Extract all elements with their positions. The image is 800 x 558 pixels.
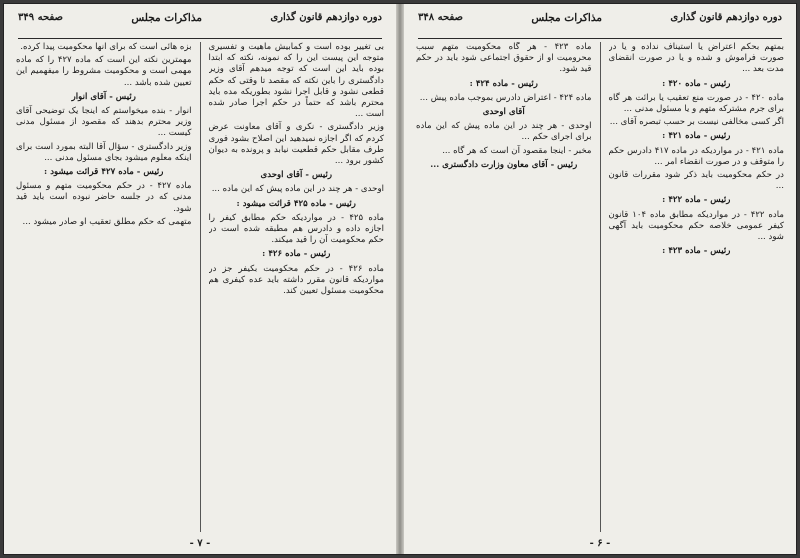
paragraph: رئیس - ماده ۴۲۶ : [262,249,331,260]
left-page-session: دوره دوازدهم قانون گذاری [270,12,382,23]
header-rule [418,38,782,39]
paragraph: ماده ۴۲۷ - در حکم محکومیت متهم و مسئول مدنی که در جلسه حاضر نبوده است باید قید شود. [16,181,192,214]
paragraph: مخبر - اینجا مقصود آن است که هر گاه ... [442,145,592,156]
right-page-session: دوره دوازدهم قانون گذاری [670,12,782,23]
header-rule [18,38,382,39]
paragraph: اگر کسی مخالفی نیست بر حسب تبصره آقای ... [609,117,784,128]
paragraph: رئیس - آقای اوحدی [260,170,333,181]
paragraph: رئیس - ماده ۴۲۴ : [469,78,538,89]
paragraph: در حکم محکومیت باید ذکر شود مقررات قانون ... [608,170,784,192]
right-page [404,4,796,554]
paragraph: ماده ۴۲۴ - اعتراض دادرس بموجب ماده پیش ... [419,92,592,103]
paragraph: ماده ۴۲۱ - در مواردیکه در ماده ۴۱۷ دادرس حکم را متوقف و در صورت انقضاء امر ... [608,145,784,167]
paragraph: ماده ۴۲۲ - در مواردیکه مطابق ماده ۱۰۴ قانون کیفر عمومی خلاصه حکم محکومیت باید آگهی شود ... [608,209,784,243]
left-page [4,4,396,554]
paragraph: آقای اوحدی [482,107,525,118]
book-spread [4,4,796,554]
paragraph: ماده ۴۲۶ - در حکم محکومیت بکیفر جز در مواردیکه قانون مقرر داشته باید عده کیفری هم محکومیت مسئول تعیین کند. [208,263,384,297]
paragraph: متهمی که حکم مطلق تعقیب او صادر میشود ... [22,216,192,227]
column-divider [600,42,601,532]
paragraph: انوار - بنده میخواستم که اینجا یک توضیحی آقای وزیر محترم بدهند که مقصود از مسئول مدنی کیست ... [16,106,192,139]
paragraph: مهمترین نکته این است که ماده ۴۲۷ را که ماده مهمی است و محکومیت مشروط را میفهمیم این تعیین شده باشد ... [16,55,192,88]
paragraph: رئیس - ماده ۴۲۷ قرائت میشود : [44,167,164,178]
paragraph: وزیر دادگستری - نکری و آقای معاونت عرض کردم که اگر اجازه نمیدهید این اصلاح بشود فوری طرف مقابل حکم قطعیت نیابد و پرونده به دیوان کشور برود ... [208,122,384,167]
paragraph: بی تغییر بوده است و کمابیش ماهیت و تفسیری متوجه این پیست این را که نمونه، نکته که ابتدا بوده باید این است که توجه میدهم آقای وزیر دادگستری را باین نکته که مقصد تا وقتی که حکم قطعی نشود و قابل اجرا نشود بطوریکه مده باید محترم باشد که حتماً در حکم اجرا صادر شده است ... [208,42,384,120]
paragraph: ماده ۴۲۳ - هر گاه محکومیت متهم سبب محرومیت او از حقوق اجتماعی شود باید در حکم قید شود. [416,42,592,75]
right-page-col-left [416,42,592,532]
right-page-columns [416,42,784,532]
left-page-number: صفحه ۳۴۹ [18,12,63,23]
paragraph: رئیس - آقای انوار [71,91,136,102]
right-page-header [418,12,782,42]
right-page-title: مذاکرات مجلس [531,12,602,24]
paragraph: ماده ۴۲۵ - در مواردیکه حکم مطابق کیفر را اجازه داده و دادرس هم مطبقه شده است در حکم محکومیت آن را قید میکند. [208,212,384,246]
paragraph: رئیس - ماده ۴۲۰ : [662,78,731,89]
right-page-number: صفحه ۳۴۸ [418,12,463,23]
left-page-footer: - ۷ - [189,538,211,549]
left-page-title: مذاکرات مجلس [131,12,202,24]
paragraph: ماده ۴۲۰ - در صورت منع تعقیب یا برائت هر گاه برای جرم مشترکه متهم و یا مسئول مدنی ... [608,92,784,115]
left-page-col-right [209,42,385,532]
paragraph: وزیر دادگستری - سؤال آقا البته بمورد است برای اینکه معلوم میشود بجای مسئول مدنی ... [16,141,192,163]
paragraph: رئیس - ماده ۴۲۱ : [662,131,731,142]
column-divider [200,42,201,532]
paragraph: رئیس - آقای معاون وزارت دادگستری ... [430,159,578,170]
paragraph: بزه هائی است که برای آنها محکومیت پیدا کرده. [20,42,192,52]
left-page-col-left [16,42,192,532]
paragraph: اوحدی - هر چند در این ماده پیش که این ماده ... [211,184,384,195]
paragraph: رئیس - ماده ۴۲۲ : [662,195,731,206]
paragraph: رئیس - ماده ۴۲۵ قرائت میشود : [236,198,356,209]
right-page-col-right [609,42,785,532]
left-page-header [18,12,382,42]
right-page-footer: - ۶ - [589,538,611,549]
paragraph: بمتهم بحکم اعتراض یا استیناف نداده و یا در صورت فراموش و شده و یا در صورت انقضای مدت بعد ... [608,42,784,75]
book-gutter [396,4,404,554]
left-page-columns [16,42,384,532]
paragraph: رئیس - ماده ۴۲۳ : [662,246,731,257]
paragraph: اوحدی - هر چند در این ماده پیش که این ماده برای اجرای حکم ... [416,121,592,143]
